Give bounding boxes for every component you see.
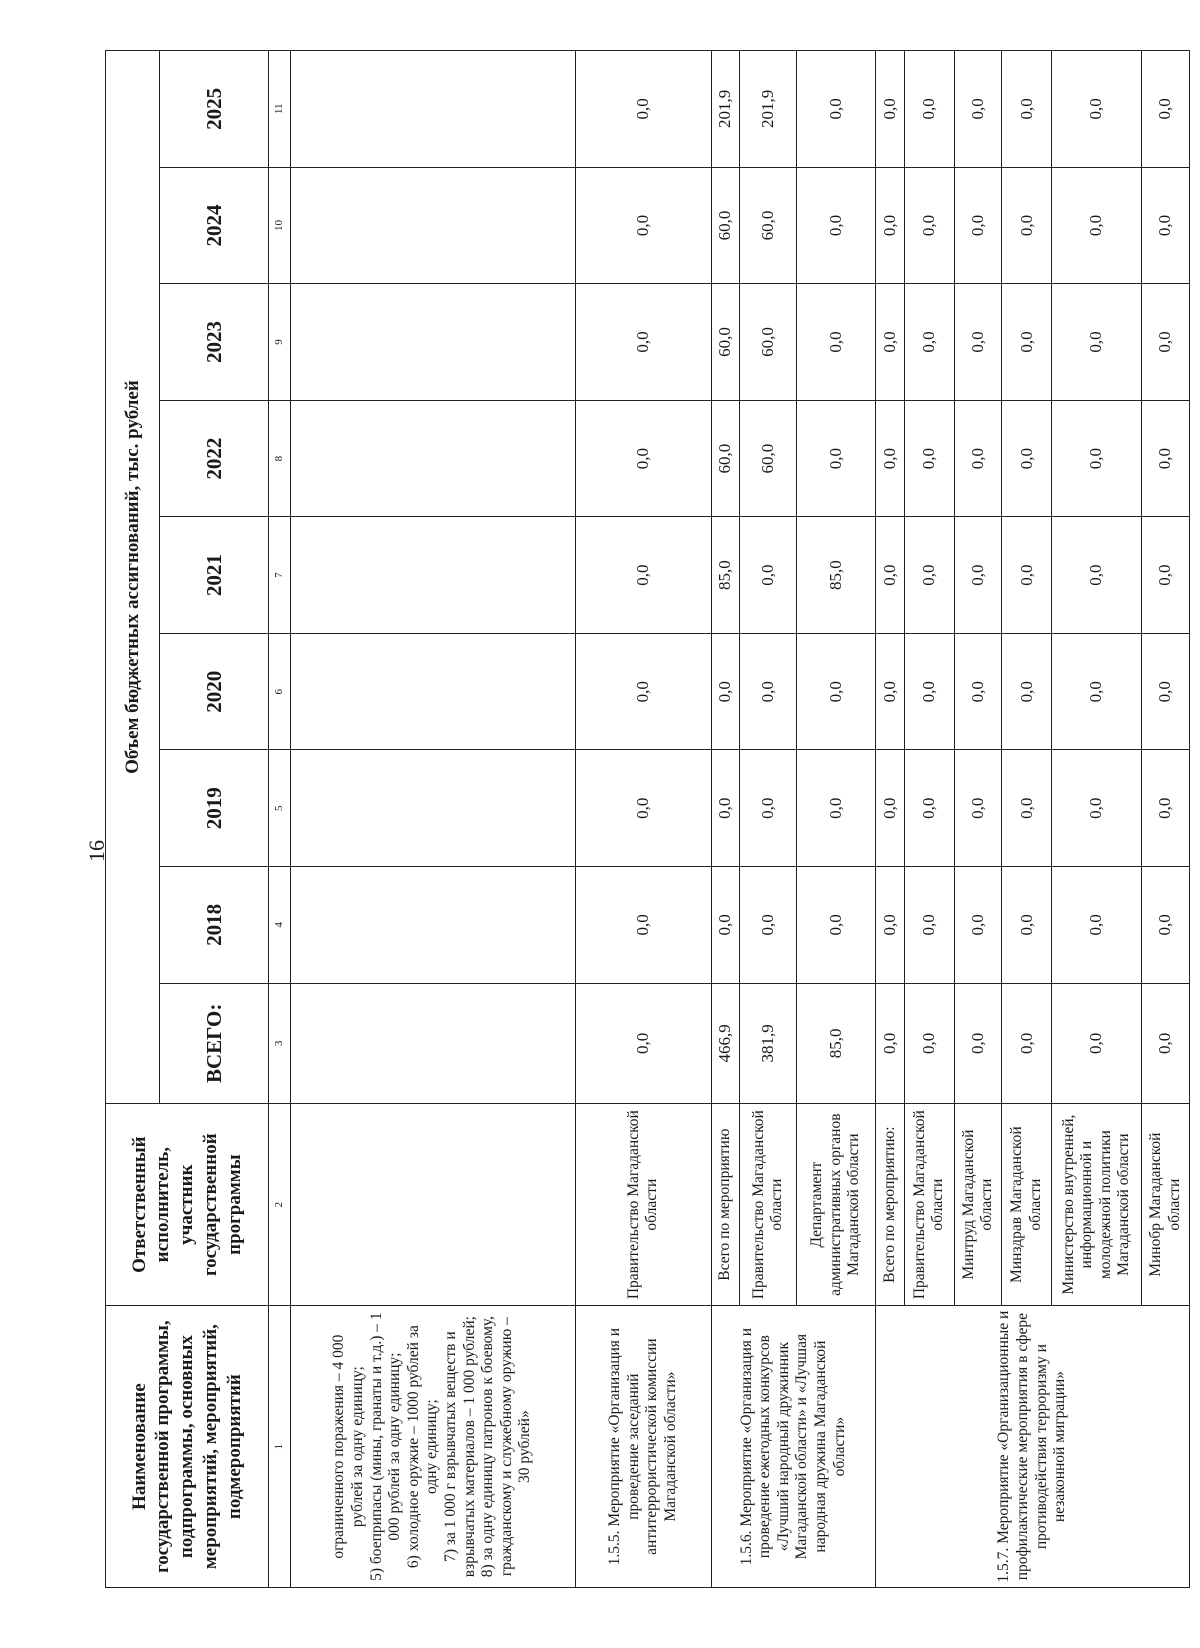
header-volume: Объем бюджетных ассигнований, тыс. рублей xyxy=(106,51,160,1104)
header-year: 2019 xyxy=(160,750,269,867)
continuation-text: ограниченного поражения – 4 000 рублей за одну единицу; 5) боеприпасы (мины, гранаты и т.д.) – 1 000 рублей за одну единицу; 6) холодное оружие – 1000 рублей за одну единицу; 7) за 1 000 г взрывчатых веществ и взрывчатых материалов – 1 000 рублей; 8) за одну единицу патронов к боевому, гражданскому и служебному оружию – 30 рублей» xyxy=(290,1306,575,1588)
value-year: 0,0 xyxy=(876,284,905,401)
value-year: 0,0 xyxy=(904,517,954,634)
value-year: 0,0 xyxy=(711,750,740,867)
value-year: 0,0 xyxy=(740,867,797,984)
value-year: 0,0 xyxy=(575,750,711,867)
page-number: 16 xyxy=(84,840,109,862)
value-year: 0,0 xyxy=(954,167,1002,284)
value-total: 0,0 xyxy=(1142,983,1190,1103)
value-year: 0,0 xyxy=(1142,167,1190,284)
value-year: 0,0 xyxy=(575,167,711,284)
executor-cell: Минобр Магаданской области xyxy=(1142,1104,1190,1306)
value-year: 0,0 xyxy=(740,750,797,867)
value-year: 0,0 xyxy=(954,750,1002,867)
header-year: 2024 xyxy=(160,167,269,284)
event-name: 1.5.6. Мероприятие «Организация и проведение ежегодных конкурсов «Лучший народный дружинник Магаданской области» и «Лучшая народная дружина Магаданской области» xyxy=(711,1306,876,1588)
value-total: 0,0 xyxy=(876,983,905,1103)
executor-cell: Департамент административных органов Магаданской области xyxy=(796,1104,875,1306)
value-total: 0,0 xyxy=(575,983,711,1103)
value-year: 60,0 xyxy=(711,284,740,401)
value-year: 201,9 xyxy=(711,51,740,168)
value-year: 0,0 xyxy=(796,400,875,517)
value-year: 0,0 xyxy=(796,633,875,750)
column-number: 5 xyxy=(269,750,291,867)
value-year: 0,0 xyxy=(1142,51,1190,168)
header-year: 2023 xyxy=(160,284,269,401)
value-year: 0,0 xyxy=(575,400,711,517)
value-year: 0,0 xyxy=(1142,750,1190,867)
column-number: 11 xyxy=(269,51,291,168)
value-year: 85,0 xyxy=(711,517,740,634)
value-year: 0,0 xyxy=(796,167,875,284)
value-year: 0,0 xyxy=(876,633,905,750)
header-year: 2021 xyxy=(160,517,269,634)
header-year: 2020 xyxy=(160,633,269,750)
value-year: 0,0 xyxy=(796,867,875,984)
value-year: 0,0 xyxy=(954,633,1002,750)
executor-cell: Правительство Магаданской области xyxy=(575,1104,711,1306)
value-total: 0,0 xyxy=(1002,983,1052,1103)
value-year: 0,0 xyxy=(575,633,711,750)
value-year: 0,0 xyxy=(904,633,954,750)
value-year: 0,0 xyxy=(1002,750,1052,867)
value-year: 0,0 xyxy=(1052,867,1142,984)
value-year: 0,0 xyxy=(1142,517,1190,634)
value-year: 0,0 xyxy=(1052,400,1142,517)
value-year: 0,0 xyxy=(1052,284,1142,401)
value-year: 0,0 xyxy=(1002,51,1052,168)
value-year: 0,0 xyxy=(904,167,954,284)
value-total: 0,0 xyxy=(1052,983,1142,1103)
executor-cell: Правительство Магаданской области xyxy=(904,1104,954,1306)
header-name: Наименование государственной программы, подпрограммы, основных мероприятий, мероприятий, подмероприятий xyxy=(106,1306,269,1588)
value-year: 0,0 xyxy=(954,867,1002,984)
value-year: 0,0 xyxy=(954,284,1002,401)
table-row xyxy=(876,51,905,1588)
header-year: 2022 xyxy=(160,400,269,517)
executor-cell: Всего по мероприятию xyxy=(711,1104,740,1306)
value-year: 60,0 xyxy=(711,167,740,284)
event-name: 1.5.7. Мероприятие «Организационные и профилактические мероприятия в сфере противодействия терроризму и незаконной миграции» xyxy=(876,1306,1190,1588)
column-number: 1 xyxy=(269,1306,291,1588)
value-year: 0,0 xyxy=(904,750,954,867)
value-year: 60,0 xyxy=(740,167,797,284)
value-year: 0,0 xyxy=(711,633,740,750)
value-year: 0,0 xyxy=(1142,867,1190,984)
executor-cell: Минтруд Магаданской области xyxy=(954,1104,1002,1306)
value-year: 0,0 xyxy=(796,750,875,867)
value-year: 0,0 xyxy=(1052,51,1142,168)
column-number: 2 xyxy=(269,1104,291,1306)
column-number: 4 xyxy=(269,867,291,984)
executor-cell: Министерство внутренней, информационной и молодежной политики Магаданской области xyxy=(1052,1104,1142,1306)
executor-cell: Всего по мероприятию: xyxy=(876,1104,905,1306)
value-year: 0,0 xyxy=(1052,633,1142,750)
event-name: 1.5.5. Мероприятие «Организация и проведение заседаний антитеррористической комиссии Магаданской области» xyxy=(575,1306,711,1588)
value-total: 85,0 xyxy=(796,983,875,1103)
value-year: 0,0 xyxy=(954,517,1002,634)
header-year: 2018 xyxy=(160,867,269,984)
value-year: 0,0 xyxy=(575,517,711,634)
value-year: 201,9 xyxy=(740,51,797,168)
value-year: 0,0 xyxy=(1002,284,1052,401)
value-total: 0,0 xyxy=(954,983,1002,1103)
column-number: 9 xyxy=(269,284,291,401)
value-total: 466,9 xyxy=(711,983,740,1103)
column-number: 10 xyxy=(269,167,291,284)
value-year: 0,0 xyxy=(904,400,954,517)
column-number: 6 xyxy=(269,633,291,750)
value-total: 381,9 xyxy=(740,983,797,1103)
value-year: 0,0 xyxy=(1002,633,1052,750)
value-year: 0,0 xyxy=(1052,167,1142,284)
value-year: 0,0 xyxy=(1142,633,1190,750)
value-year: 0,0 xyxy=(1052,750,1142,867)
value-year: 0,0 xyxy=(1002,517,1052,634)
value-year: 0,0 xyxy=(876,400,905,517)
value-year: 0,0 xyxy=(954,51,1002,168)
value-year: 0,0 xyxy=(796,284,875,401)
value-year: 0,0 xyxy=(876,867,905,984)
table-row xyxy=(575,51,711,1588)
value-year: 0,0 xyxy=(575,867,711,984)
executor-cell: Минздрав Магаданской области xyxy=(1002,1104,1052,1306)
value-year: 0,0 xyxy=(876,51,905,168)
value-year: 0,0 xyxy=(904,51,954,168)
value-year: 0,0 xyxy=(1002,167,1052,284)
value-year: 0,0 xyxy=(575,284,711,401)
value-year: 60,0 xyxy=(740,284,797,401)
column-number: 3 xyxy=(269,983,291,1103)
column-number: 8 xyxy=(269,400,291,517)
value-year: 60,0 xyxy=(711,400,740,517)
value-year: 0,0 xyxy=(1002,400,1052,517)
value-year: 0,0 xyxy=(711,867,740,984)
header-total: ВСЕГО: xyxy=(160,983,269,1103)
value-year: 0,0 xyxy=(1142,400,1190,517)
value-year: 0,0 xyxy=(740,517,797,634)
value-year: 0,0 xyxy=(740,633,797,750)
value-year: 0,0 xyxy=(796,51,875,168)
value-year: 0,0 xyxy=(904,867,954,984)
table-row xyxy=(711,51,740,1588)
header-year: 2025 xyxy=(160,51,269,168)
value-year: 0,0 xyxy=(876,517,905,634)
column-number: 7 xyxy=(269,517,291,634)
value-year: 0,0 xyxy=(876,750,905,867)
value-year: 60,0 xyxy=(740,400,797,517)
value-year: 0,0 xyxy=(1142,284,1190,401)
budget-table xyxy=(105,50,1190,1588)
value-year: 0,0 xyxy=(1052,517,1142,634)
value-year: 0,0 xyxy=(575,51,711,168)
value-year: 0,0 xyxy=(876,167,905,284)
value-year: 0,0 xyxy=(904,284,954,401)
executor-cell: Правительство Магаданской области xyxy=(740,1104,797,1306)
value-total: 0,0 xyxy=(904,983,954,1103)
value-year: 0,0 xyxy=(1002,867,1052,984)
rotated-table-container xyxy=(105,50,1190,1588)
value-year: 0,0 xyxy=(954,400,1002,517)
header-executor: Ответственный исполнитель, участник государственной программы xyxy=(106,1104,269,1306)
value-year: 85,0 xyxy=(796,517,875,634)
